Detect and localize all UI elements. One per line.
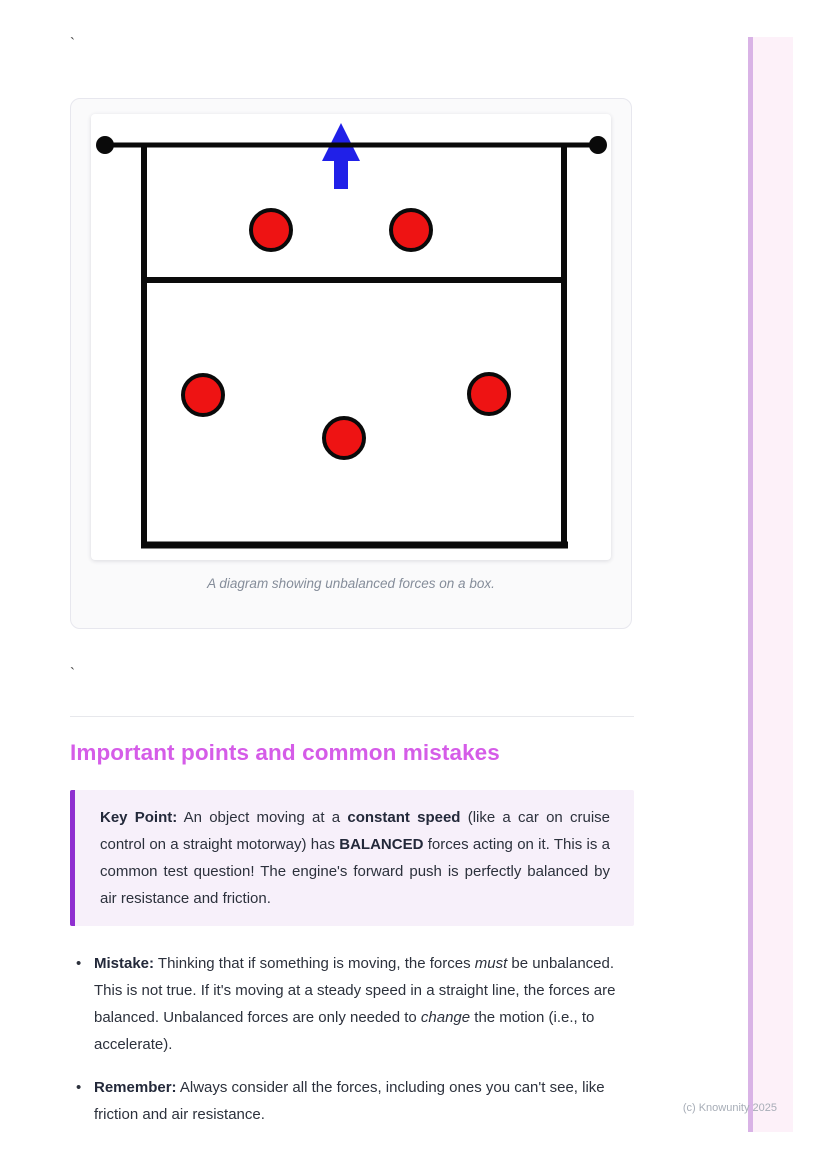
bullet-icon: • [76,955,82,972]
section-divider [70,716,634,717]
force-dot [469,374,509,414]
stray-backtick-bottom: ` [70,665,75,682]
figure-caption: A diagram showing unbalanced forces on a box. [207,576,495,591]
keypoint-label: Key Point: [100,809,178,826]
force-dot [391,210,431,250]
bullet-text-mistake: Mistake: Thinking that if something is moving, the forces must be unbalanced. This is not true. If it's moving at a steady speed in a straight line, the forces are balanced. Unbalanced forces are only needed to change the motion (i.e., to accelerate). [94,955,616,1053]
force-dot [324,418,364,458]
forces-diagram [91,114,611,560]
section-heading: Important points and common mistakes [70,740,500,765]
copyright-watermark: (c) Knowunity 2025 [682,1102,777,1114]
bullet-text-remember: Remember: Always consider all the forces, including ones you can't see, like friction and air resistance. [94,1079,605,1123]
list-item [70,950,626,1058]
ceiling-end-dot-left [96,136,114,154]
up-arrow-icon [322,123,360,189]
bullet-icon: • [76,1079,82,1096]
list-item [70,1074,626,1128]
notes-bullet-list [70,950,626,1144]
forces-diagram-svg [91,114,611,560]
figure-card [70,98,632,629]
force-dot [183,375,223,415]
ceiling-end-dot-right [589,136,607,154]
force-dot [251,210,291,250]
highlight-stripe [748,37,793,1132]
keypoint-callout [70,790,634,926]
keypoint-text: Key Point: An object moving at a constant speed (like a car on cruise control on a straight motorway) has BALANCED forces acting on it. This is a common test question! The engine's forward push is perfectly balanced by air resistance and friction. [100,809,610,907]
stray-backtick-top: ` [70,35,75,52]
